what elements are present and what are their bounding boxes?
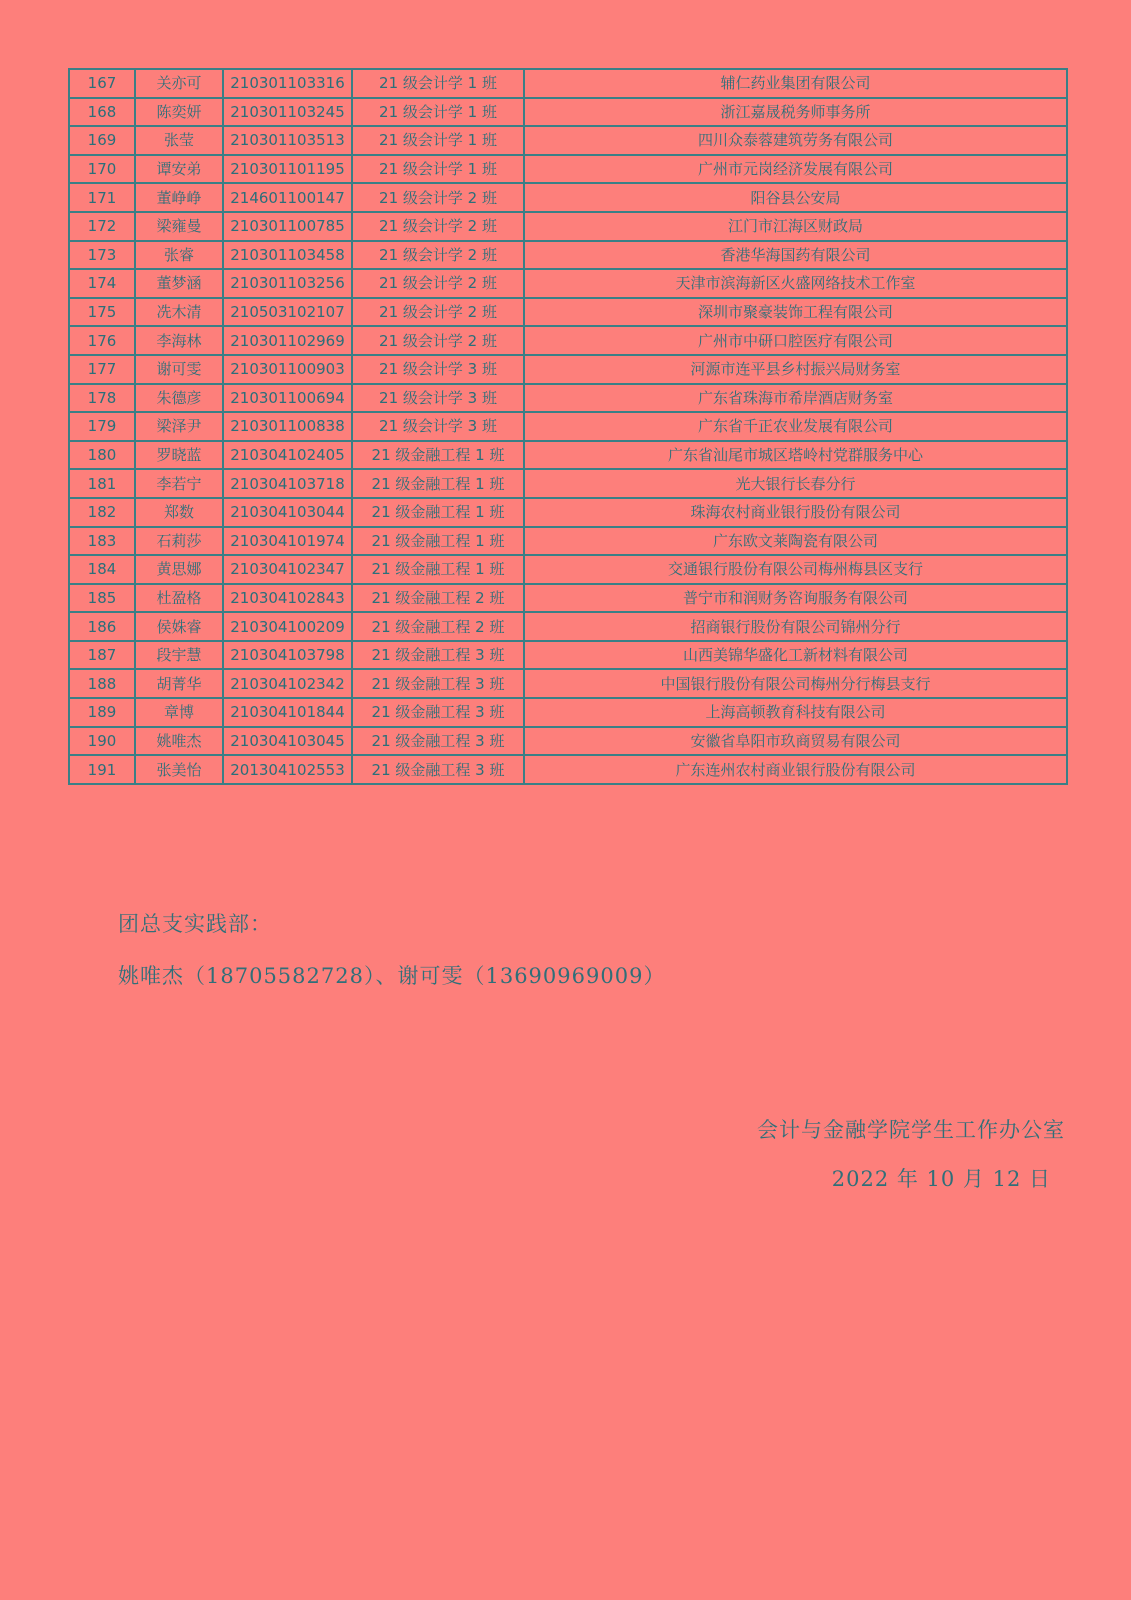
student-id-cell: 210301103256: [223, 269, 352, 298]
organization-cell: 香港华海国药有限公司: [524, 241, 1067, 270]
student-name-cell: 关亦可: [135, 69, 223, 98]
student-id-cell: 210304103044: [223, 498, 352, 527]
organization-cell: 珠海农村商业银行股份有限公司: [524, 498, 1067, 527]
organization-cell: 广东欧文莱陶瓷有限公司: [524, 527, 1067, 556]
row-number-cell: 184: [69, 555, 135, 584]
row-number-cell: 167: [69, 69, 135, 98]
student-name-cell: 谭安弟: [135, 155, 223, 184]
class-cell: 21 级会计学 2 班: [352, 269, 524, 298]
organization-cell: 深圳市聚豪装饰工程有限公司: [524, 298, 1067, 327]
row-number-cell: 176: [69, 326, 135, 355]
organization-cell: 广州市中研口腔医疗有限公司: [524, 326, 1067, 355]
class-cell: 21 级会计学 1 班: [352, 69, 524, 98]
student-id-cell: 210503102107: [223, 298, 352, 327]
issue-date: 2022 年 10 月 12 日: [831, 1167, 1051, 1191]
class-cell: 21 级会计学 1 班: [352, 155, 524, 184]
student-id-cell: 210301103458: [223, 241, 352, 270]
row-number-cell: 172: [69, 212, 135, 241]
student-id-cell: 201304102553: [223, 755, 352, 784]
student-id-cell: 210301100785: [223, 212, 352, 241]
row-number-cell: 189: [69, 698, 135, 727]
class-cell: 21 级会计学 3 班: [352, 384, 524, 413]
class-cell: 21 级金融工程 1 班: [352, 498, 524, 527]
organization-cell: 广东省千正农业发展有限公司: [524, 412, 1067, 441]
table-body: [69, 69, 1067, 784]
student-id-cell: 210301100838: [223, 412, 352, 441]
student-name-cell: 李海林: [135, 326, 223, 355]
table-row: [69, 355, 1067, 384]
student-name-cell: 陈奕妍: [135, 98, 223, 127]
class-cell: 21 级金融工程 3 班: [352, 727, 524, 756]
table-row: [69, 155, 1067, 184]
student-name-cell: 黄思娜: [135, 555, 223, 584]
class-cell: 21 级会计学 3 班: [352, 355, 524, 384]
row-number-cell: 174: [69, 269, 135, 298]
table-row: [69, 669, 1067, 698]
student-name-cell: 李若宁: [135, 469, 223, 498]
class-cell: 21 级会计学 2 班: [352, 183, 524, 212]
table-row: [69, 755, 1067, 784]
organization-cell: 广东省珠海市希岸酒店财务室: [524, 384, 1067, 413]
table-row: [69, 326, 1067, 355]
organization-cell: 安徽省阜阳市玖商贸易有限公司: [524, 727, 1067, 756]
row-number-cell: 186: [69, 612, 135, 641]
table-row: [69, 698, 1067, 727]
student-placement-table: [68, 68, 1068, 785]
student-id-cell: 214601100147: [223, 183, 352, 212]
class-cell: 21 级金融工程 3 班: [352, 669, 524, 698]
student-id-cell: 210301101195: [223, 155, 352, 184]
student-name-cell: 梁雍曼: [135, 212, 223, 241]
student-name-cell: 章博: [135, 698, 223, 727]
class-cell: 21 级金融工程 1 班: [352, 441, 524, 470]
student-id-cell: 210301100694: [223, 384, 352, 413]
row-number-cell: 187: [69, 641, 135, 670]
student-name-cell: 张美怡: [135, 755, 223, 784]
class-cell: 21 级金融工程 1 班: [352, 555, 524, 584]
class-cell: 21 级金融工程 3 班: [352, 698, 524, 727]
class-cell: 21 级金融工程 3 班: [352, 755, 524, 784]
organization-cell: 阳谷县公安局: [524, 183, 1067, 212]
row-number-cell: 180: [69, 441, 135, 470]
row-number-cell: 171: [69, 183, 135, 212]
organization-cell: 河源市连平县乡村振兴局财务室: [524, 355, 1067, 384]
table-row: [69, 269, 1067, 298]
student-id-cell: 210304102843: [223, 584, 352, 613]
table-row: [69, 555, 1067, 584]
class-cell: 21 级会计学 2 班: [352, 298, 524, 327]
student-name-cell: 郑数: [135, 498, 223, 527]
student-name-cell: 梁泽尹: [135, 412, 223, 441]
student-id-cell: 210301103316: [223, 69, 352, 98]
class-cell: 21 级会计学 2 班: [352, 212, 524, 241]
student-id-cell: 210304102405: [223, 441, 352, 470]
organization-cell: 招商银行股份有限公司锦州分行: [524, 612, 1067, 641]
table-row: [69, 69, 1067, 98]
student-id-cell: 210304102342: [223, 669, 352, 698]
row-number-cell: 185: [69, 584, 135, 613]
student-name-cell: 姚唯杰: [135, 727, 223, 756]
class-cell: 21 级会计学 1 班: [352, 98, 524, 127]
class-cell: 21 级金融工程 2 班: [352, 584, 524, 613]
student-id-cell: 210301103513: [223, 126, 352, 155]
table-row: [69, 527, 1067, 556]
table-row: [69, 98, 1067, 127]
student-id-cell: 210301103245: [223, 98, 352, 127]
student-name-cell: 张睿: [135, 241, 223, 270]
table-row: [69, 469, 1067, 498]
table-row: [69, 727, 1067, 756]
table-row: [69, 412, 1067, 441]
student-name-cell: 董梦涵: [135, 269, 223, 298]
table-row: [69, 298, 1067, 327]
class-cell: 21 级金融工程 1 班: [352, 469, 524, 498]
student-id-cell: 210304103798: [223, 641, 352, 670]
student-name-cell: 张莹: [135, 126, 223, 155]
student-name-cell: 石莉莎: [135, 527, 223, 556]
student-name-cell: 冼木清: [135, 298, 223, 327]
student-name-cell: 罗晓蓝: [135, 441, 223, 470]
student-id-cell: 210304102347: [223, 555, 352, 584]
row-number-cell: 178: [69, 384, 135, 413]
row-number-cell: 182: [69, 498, 135, 527]
row-number-cell: 173: [69, 241, 135, 270]
row-number-cell: 181: [69, 469, 135, 498]
class-cell: 21 级金融工程 2 班: [352, 612, 524, 641]
organization-cell: 普宁市和润财务咨询服务有限公司: [524, 584, 1067, 613]
table-row: [69, 241, 1067, 270]
issuing-office: 会计与金融学院学生工作办公室: [757, 1118, 1065, 1142]
student-id-cell: 210301100903: [223, 355, 352, 384]
organization-cell: 广东省汕尾市城区塔岭村党群服务中心: [524, 441, 1067, 470]
organization-cell: 辅仁药业集团有限公司: [524, 69, 1067, 98]
table-row: [69, 612, 1067, 641]
student-name-cell: 杜盈格: [135, 584, 223, 613]
organization-cell: 交通银行股份有限公司梅州梅县区支行: [524, 555, 1067, 584]
organization-cell: 广州市元岗经济发展有限公司: [524, 155, 1067, 184]
student-name-cell: 胡菁华: [135, 669, 223, 698]
student-id-cell: 210304101844: [223, 698, 352, 727]
student-name-cell: 侯姝睿: [135, 612, 223, 641]
student-id-cell: 210301102969: [223, 326, 352, 355]
row-number-cell: 183: [69, 527, 135, 556]
class-cell: 21 级会计学 2 班: [352, 241, 524, 270]
table-row: [69, 212, 1067, 241]
student-name-cell: 谢可雯: [135, 355, 223, 384]
student-id-cell: 210304101974: [223, 527, 352, 556]
student-id-cell: 210304100209: [223, 612, 352, 641]
row-number-cell: 168: [69, 98, 135, 127]
organization-cell: 广东连州农村商业银行股份有限公司: [524, 755, 1067, 784]
organization-cell: 天津市滨海新区火盛网络技术工作室: [524, 269, 1067, 298]
student-name-cell: 段宇慧: [135, 641, 223, 670]
row-number-cell: 188: [69, 669, 135, 698]
table-row: [69, 641, 1067, 670]
organization-cell: 浙江嘉晟税务师事务所: [524, 98, 1067, 127]
row-number-cell: 177: [69, 355, 135, 384]
row-number-cell: 169: [69, 126, 135, 155]
student-name-cell: 朱德彦: [135, 384, 223, 413]
organization-cell: 四川众泰蓉建筑劳务有限公司: [524, 126, 1067, 155]
student-id-cell: 210304103718: [223, 469, 352, 498]
row-number-cell: 191: [69, 755, 135, 784]
row-number-cell: 179: [69, 412, 135, 441]
row-number-cell: 190: [69, 727, 135, 756]
table-row: [69, 441, 1067, 470]
student-id-cell: 210304103045: [223, 727, 352, 756]
organization-cell: 光大银行长春分行: [524, 469, 1067, 498]
student-name-cell: 董峥峥: [135, 183, 223, 212]
class-cell: 21 级会计学 1 班: [352, 126, 524, 155]
organization-cell: 中国银行股份有限公司梅州分行梅县支行: [524, 669, 1067, 698]
row-number-cell: 175: [69, 298, 135, 327]
contact-line: 姚唯杰（18705582728）、谢可雯（13690969009）: [118, 964, 666, 988]
class-cell: 21 级会计学 3 班: [352, 412, 524, 441]
row-number-cell: 170: [69, 155, 135, 184]
class-cell: 21 级会计学 2 班: [352, 326, 524, 355]
organization-cell: 江门市江海区财政局: [524, 212, 1067, 241]
class-cell: 21 级金融工程 3 班: [352, 641, 524, 670]
organization-cell: 山西美锦华盛化工新材料有限公司: [524, 641, 1067, 670]
table-row: [69, 126, 1067, 155]
department-label: 团总支实践部：: [118, 912, 272, 936]
table-row: [69, 384, 1067, 413]
table-row: [69, 183, 1067, 212]
organization-cell: 上海高顿教育科技有限公司: [524, 698, 1067, 727]
class-cell: 21 级金融工程 1 班: [352, 527, 524, 556]
table-row: [69, 498, 1067, 527]
table-row: [69, 584, 1067, 613]
